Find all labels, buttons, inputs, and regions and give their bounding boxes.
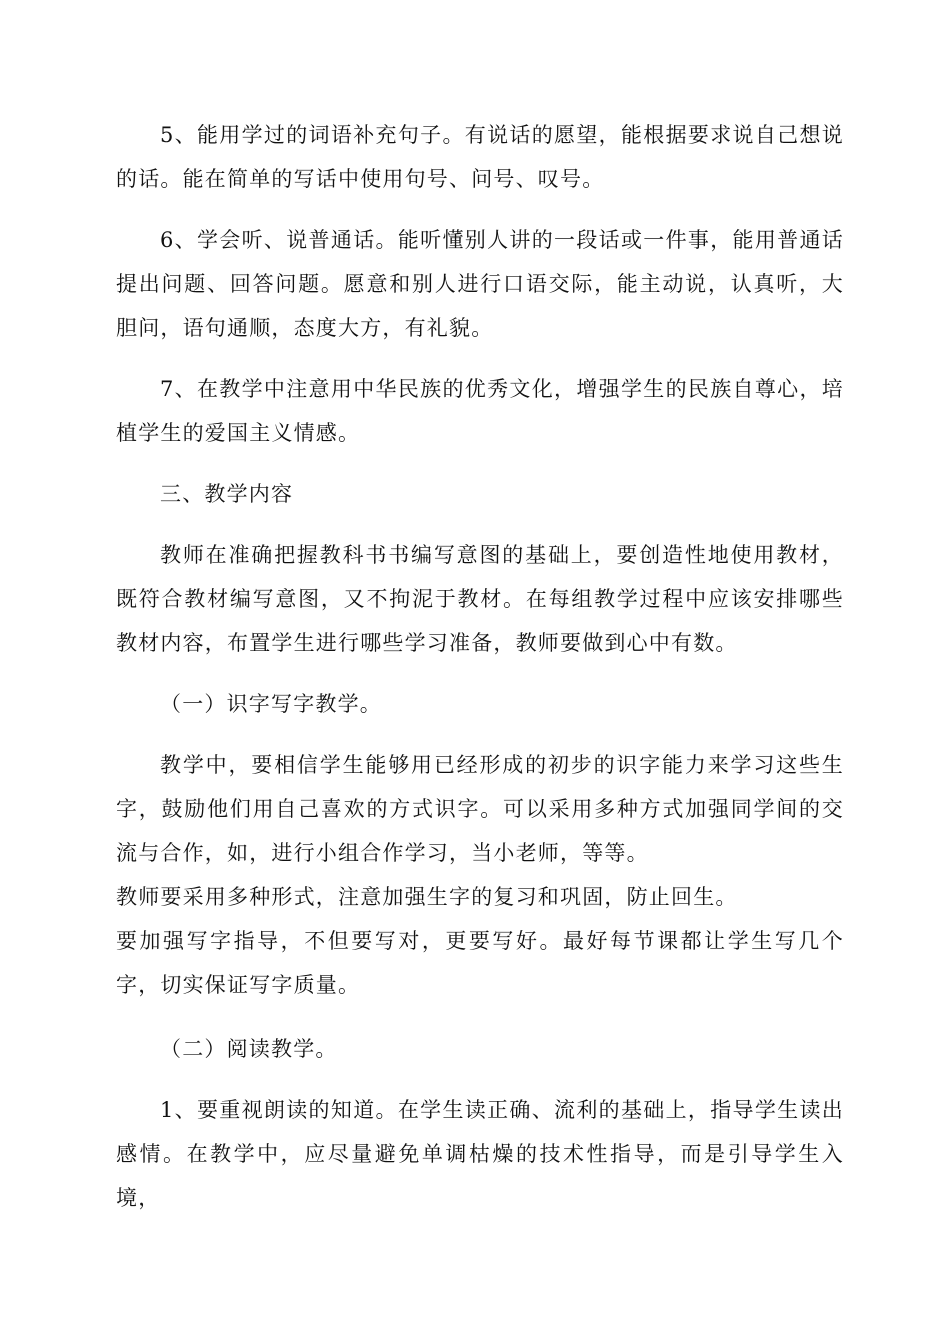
paragraph-literacy-3: 要加强写字指导，不但要写对，更要写好。最好每节课都让学生写几个字，切实保证写字质量。 (116, 929, 844, 997)
paragraph-teaching-content: 教师在准确把握教科书书编写意图的基础上，要创造性地使用教材，既符合教材编写意图，又不拘泥于教材。在每组教学过程中应该安排哪些教材内容，布置学生进行哪些学习准备，教师要做到心中有数。 (116, 543, 844, 655)
paragraph-goal-5: 5、能用学过的词语补充句子。有说话的愿望，能根据要求说自己想说的话。能在简单的写话中使用句号、问号、叹号。 (116, 123, 844, 191)
paragraph-goal-7: 7、在教学中注意用中华民族的优秀文化，增强学生的民族自尊心，培植学生的爱国主义情感。 (116, 377, 844, 445)
document-page (116, 113, 844, 1220)
section-heading-teaching-content: 三、教学内容 (160, 482, 294, 506)
subheading-literacy-writing: （一）识字写字教学。 (160, 692, 382, 716)
paragraph-literacy-1: 教学中，要相信学生能够用已经形成的初步的识字能力来学习这些生字，鼓励他们用自己喜欢的方式识字。可以采用多种方式加强同学间的交流与合作，如，进行小组合作学习，当小老师，等等。 (116, 753, 844, 865)
paragraph-reading-1: 1、要重视朗读的知道。在学生读正确、流利的基础上，指导学生读出感情。在教学中，应尽量避免单调枯燥的技术性指导，而是引导学生入境， (116, 1098, 844, 1210)
paragraph-literacy-2: 教师要采用多种形式，注意加强生字的复习和巩固，防止回生。 (116, 885, 738, 909)
subheading-reading: （二）阅读教学。 (160, 1037, 338, 1061)
paragraph-goal-6: 6、学会听、说普通话。能听懂别人讲的一段话或一件事，能用普通话提出问题、回答问题。愿意和别人进行口语交际，能主动说，认真听，大胆问，语句通顺，态度大方，有礼貌。 (116, 228, 844, 340)
